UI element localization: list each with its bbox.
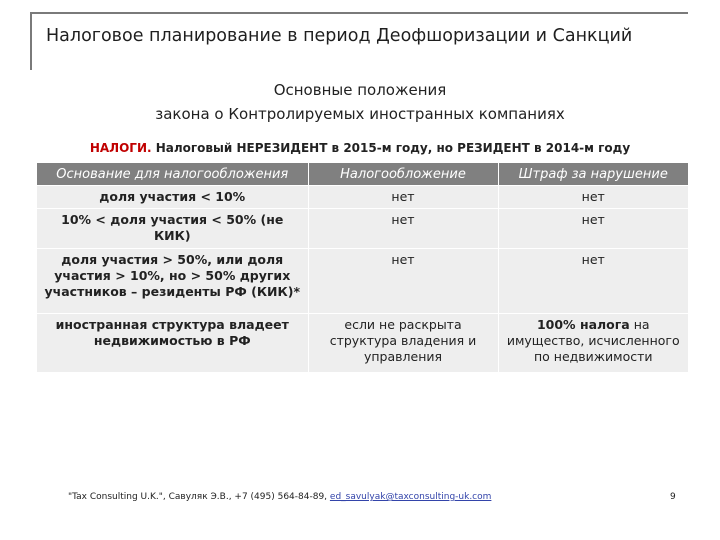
taxes-label: НАЛОГИ. (89, 141, 152, 155)
cell-basis: иностранная структура владеет недвижимостью в РФ (37, 314, 308, 373)
tax-status-line (0, 141, 720, 155)
cell-taxation: нет (308, 249, 498, 314)
cell-penalty: нет (498, 209, 688, 249)
cell-penalty: нет (498, 186, 688, 209)
table-row (37, 186, 688, 209)
cell-taxation: нет (308, 186, 498, 209)
penalty-description: на имущество, исчисленного по недвижимости (506, 317, 680, 364)
corner-vertical-line (30, 12, 32, 70)
cfc-rules-table (37, 163, 688, 372)
table-header-row (37, 163, 688, 186)
footer-email-link[interactable]: ed_savulyak@taxconsulting-uk.com (329, 492, 492, 502)
footer-text: "Tax Consulting U.K.", Савуляк Э.В., +7 (495) 564-84-89, (68, 492, 330, 502)
cell-basis: доля участия < 10% (37, 186, 308, 209)
subtitle-line-2: закона о Контролируемых иностранных компаниях (155, 105, 565, 123)
penalty-amount: 100% налога (536, 317, 630, 332)
column-header-penalty: Штраф за нарушение (498, 163, 688, 186)
subtitle-line-1: Основные положения (273, 81, 447, 99)
cell-basis: 10% < доля участия < 50% (не КИК) (37, 209, 308, 249)
column-header-taxation: Налогообложение (308, 163, 498, 186)
corner-horizontal-line (30, 12, 688, 14)
tax-status-text: Налоговый НЕРЕЗИДЕНТ в 2015-м году, но РЕЗИДЕНТ в 2014-м году (151, 141, 631, 155)
cell-taxation: нет (308, 209, 498, 249)
column-header-basis: Основание для налогообложения (37, 163, 308, 186)
subtitle (0, 78, 720, 126)
cell-taxation: если не раскрыта структура владения и управления (308, 314, 498, 373)
page-title: Налоговое планирование в период Деофшоризации и Санкций (46, 26, 633, 46)
cell-basis: доля участия > 50%, или доля участия > 10%, но > 50% других участников – резиденты РФ (КИК)* (37, 249, 308, 314)
cell-penalty (498, 314, 688, 373)
page-number: 9 (670, 492, 676, 502)
table-row (37, 209, 688, 249)
table-row (37, 249, 688, 314)
cell-penalty: нет (498, 249, 688, 314)
footer-contact (68, 492, 491, 502)
table-row (37, 314, 688, 373)
